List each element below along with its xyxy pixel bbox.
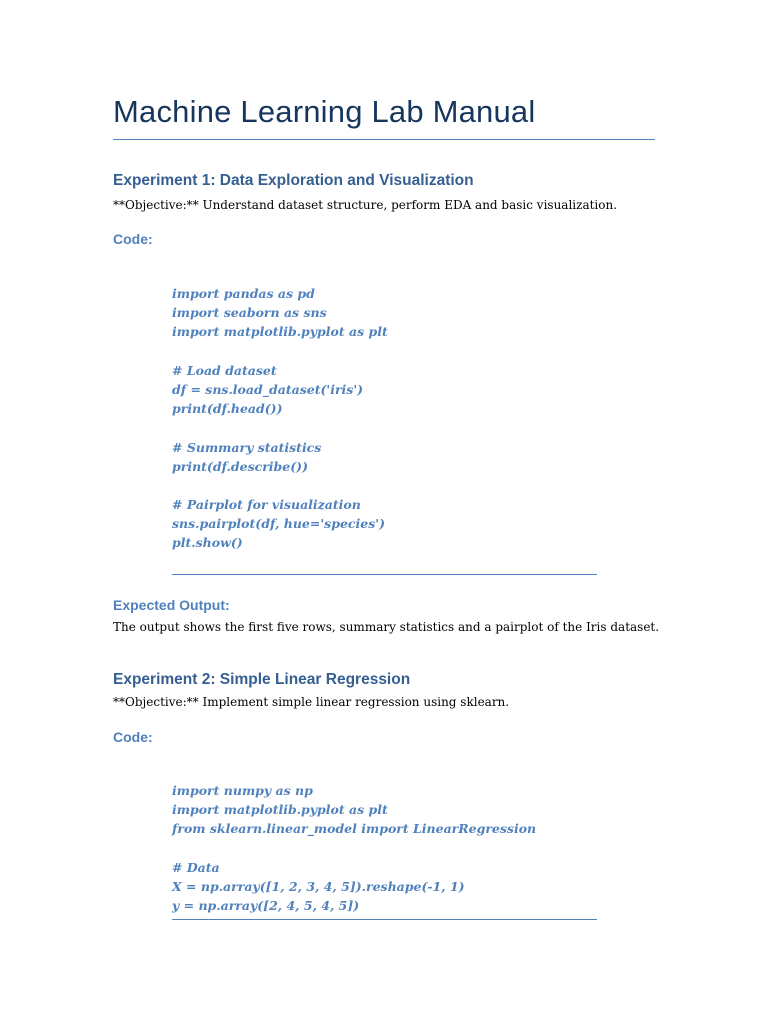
code-line: import numpy as np <box>172 783 313 798</box>
code-line: print(df.head()) <box>172 401 283 417</box>
experiment-2-objective: **Objective:** Implement simple linear regression using sklearn. <box>113 695 510 709</box>
code-blank-line <box>172 839 597 858</box>
experiment-1-code-block <box>172 284 597 575</box>
document-title: Machine Learning Lab Manual <box>113 94 536 129</box>
experiment-1-heading: Experiment 1: Data Exploration and Visualization <box>113 172 474 189</box>
experiment-1-objective: **Objective:** Understand dataset structure, perform EDA and basic visualization. <box>113 198 618 212</box>
experiment-2-code-label: Code: <box>113 729 153 745</box>
code-line: plt.show() <box>172 535 243 551</box>
code-line: # Load dataset <box>172 362 277 378</box>
code-blank-line <box>172 418 597 437</box>
code-line: df = sns.load_dataset('iris') <box>172 381 364 397</box>
title-underline <box>113 139 655 140</box>
experiment-2-heading: Experiment 2: Simple Linear Regression <box>113 671 411 688</box>
code-blank-line <box>172 476 597 495</box>
code-line: from sklearn.linear_model import LinearRegression <box>172 821 537 837</box>
code-line: import seaborn as sns <box>172 305 327 321</box>
experiment-1-output-label: Expected Output: <box>113 597 230 613</box>
code-line: # Pairplot for visualization <box>172 497 361 513</box>
experiment-1-code-label: Code: <box>113 231 153 247</box>
experiment-1-output-text: The output shows the first five rows, summary statistics and a pairplot of the Iris dataset. <box>113 620 660 634</box>
code-line: sns.pairplot(df, hue='species') <box>172 516 386 532</box>
code-line: y = np.array([2, 4, 5, 4, 5]) <box>172 898 360 914</box>
code-line: import matplotlib.pyplot as plt <box>172 324 388 340</box>
code-blank-line <box>172 342 597 361</box>
code-line: import matplotlib.pyplot as plt <box>172 802 388 818</box>
code-line: # Data <box>172 859 220 875</box>
experiment-2-code-block <box>172 781 597 920</box>
code-line: X = np.array([1, 2, 3, 4, 5]).reshape(-1, 1) <box>172 878 465 894</box>
code-line: import pandas as pd <box>172 286 315 301</box>
code-line: print(df.describe()) <box>172 458 308 474</box>
code-line: # Summary statistics <box>172 439 322 455</box>
